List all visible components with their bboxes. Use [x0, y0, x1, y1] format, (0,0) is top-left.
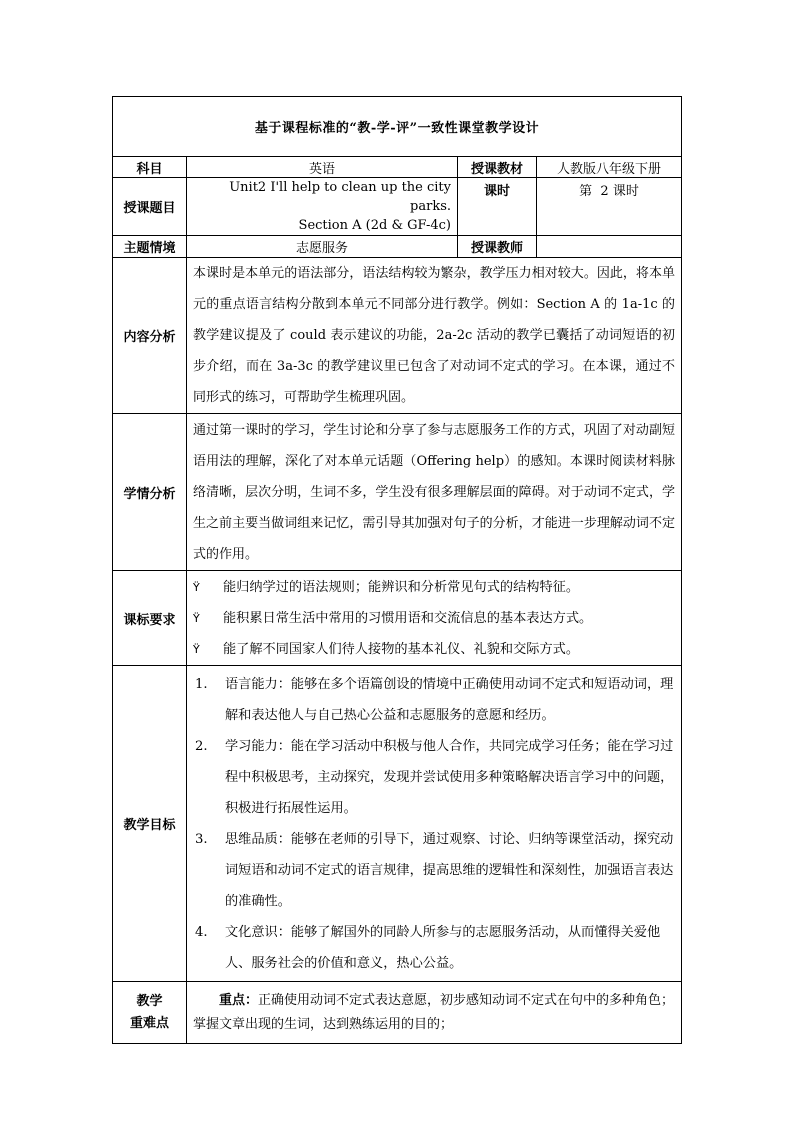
objective-number: 1.	[195, 676, 208, 692]
objective-text: 思维品质：能够在老师的引导下，通过观察、讨论、归纳等课堂活动，探究动词短语和动词不定式的语言规律，提高思维的逻辑性和深刻性，加强语言表达的准确性。	[225, 831, 674, 909]
standards-item	[193, 634, 675, 665]
standards-item-text: 能归纳学过的语法规则；能辨识和分析常见句式的结构特征。	[223, 579, 580, 595]
teacher-value	[537, 236, 682, 258]
objectives-list	[187, 666, 682, 982]
content-analysis-label: 内容分析	[113, 258, 187, 414]
standards-item-text: 能了解不同国家人们待人接物的基本礼仪、礼貌和交际方式。	[223, 641, 580, 657]
bullet-marker: Ÿ	[193, 642, 200, 656]
content-analysis-text	[187, 258, 682, 414]
key-points-text	[187, 982, 682, 1044]
objectives-label: 教学目标	[113, 666, 187, 982]
subject-value: 英语	[187, 157, 458, 178]
context-value: 志愿服务	[187, 236, 458, 258]
bullet-marker: Ÿ	[193, 580, 200, 594]
standards-item	[193, 603, 675, 634]
topic-label: 授课题目	[113, 178, 187, 236]
key-points-head: 重点：	[219, 992, 259, 1008]
key-points-label-line-2: 重难点	[129, 1015, 169, 1031]
material-value: 人教版八年级下册	[537, 157, 682, 178]
objective-item	[193, 669, 675, 731]
objective-number: 3.	[195, 831, 208, 847]
document-title: 基于课程标准的“教-学-评”一致性课堂教学设计	[113, 97, 682, 157]
teacher-label: 授课教师	[458, 236, 537, 258]
key-points-label-line-1: 教学	[136, 993, 163, 1009]
objective-number: 4.	[195, 924, 208, 940]
topic-value	[187, 178, 458, 236]
lesson-design-table	[112, 96, 682, 1044]
key-points-body: 正确使用动词不定式表达意愿，初步感知动词不定式在句中的多种角色；掌握文章出现的生词，达到熟练运用的目的；	[193, 992, 675, 1032]
content-analysis-paragraph: 本课时是本单元的语法部分，语法结构较为繁杂，教学压力相对较大。因此，将本单元的重点语言结构分散到本单元不同部分进行教学。例如：Section A 的 1a-1c 的教学建议提及了 could 表示建议的功能，2a-2c 活动的教学已囊括了动词短语的初步介绍，而在 3a-3c 的教学建议里已包含了对动词不定式的学习。在本课，通过不同形式的练习，可帮助学生梳理巩固。	[193, 266, 675, 405]
period-label: 课时	[458, 178, 537, 236]
learner-analysis-text	[187, 414, 682, 571]
context-label: 主题情境	[113, 236, 187, 258]
objective-text: 文化意识：能够了解国外的同龄人所参与的志愿服务活动，从而懂得关爱他人、服务社会的价值和意义，热心公益。	[225, 924, 661, 971]
learner-analysis-paragraph: 通过第一课时的学习，学生讨论和分享了参与志愿服务工作的方式，巩固了对动副短语用法的理解，深化了对本单元话题（Offering help）的感知。本课时阅读材料脉络清晰，层次分明，生词不多，学生没有很多理解层面的障碍。对于动词不定式，学生之前主要当做词组来记忆，需引导其加强对句子的分析，才能进一步理解动词不定式的作用。	[193, 422, 675, 562]
objective-item	[193, 917, 675, 979]
objective-text: 学习能力：能在学习活动中积极与他人合作，共同完成学习任务；能在学习过程中积极思考，主动探究，发现并尝试使用多种策略解决语言学习中的问题，积极进行拓展性运用。	[225, 738, 674, 816]
material-label: 授课教材	[458, 157, 537, 178]
objective-item	[193, 824, 675, 917]
key-points-label	[113, 982, 187, 1044]
objective-number: 2.	[195, 738, 208, 754]
learner-analysis-label: 学情分析	[113, 414, 187, 571]
standards-label: 课标要求	[113, 571, 187, 666]
objective-text: 语言能力：能够在多个语篇创设的情境中正确使用动词不定式和短语动词，理解和表达他人与自己热心公益和志愿服务的意愿和经历。	[225, 676, 674, 723]
topic-line-2: Section A (2d & GF-4c)	[298, 218, 451, 233]
bullet-marker: Ÿ	[193, 611, 200, 625]
period-value: 第 2 课时	[537, 178, 682, 236]
subject-label: 科目	[113, 157, 187, 178]
topic-line-1: Unit2 I'll help to clean up the city parks.	[229, 180, 451, 214]
objective-item	[193, 731, 675, 824]
standards-item	[193, 572, 675, 603]
standards-item-text: 能积累日常生活中常用的习惯用语和交流信息的基本表达方式。	[223, 610, 593, 626]
standards-list	[187, 571, 682, 666]
